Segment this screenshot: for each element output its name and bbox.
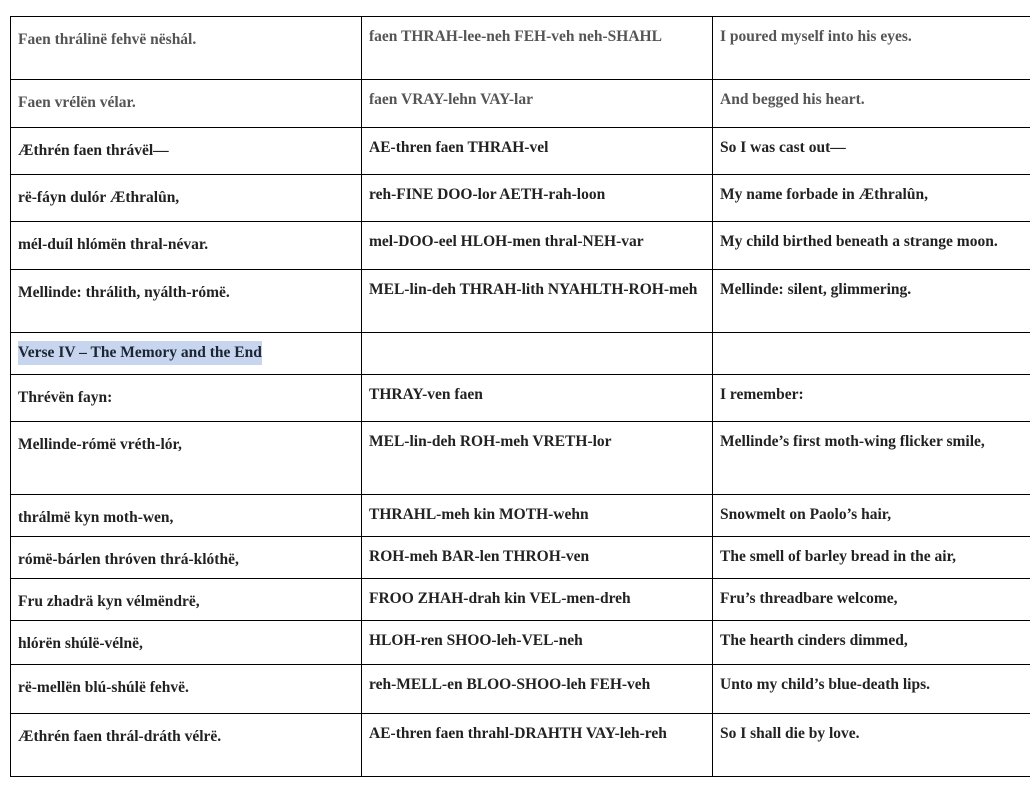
table-row xyxy=(11,665,1030,714)
source-cell: rómë-bárlen thróven thrá-klóthë, xyxy=(11,537,362,579)
pronunciation-cell: mel-DOO-eel HLOH-men thral-NEH-var xyxy=(362,222,713,270)
source-cell: hlórën shúlë-vélnë, xyxy=(11,621,362,665)
translation-cell: And begged his heart. xyxy=(713,80,1030,128)
table-row xyxy=(11,621,1030,665)
source-cell: rë-fáyn dulór Æthralûn, xyxy=(11,175,362,222)
translation-cell: My child birthed beneath a strange moon. xyxy=(713,222,1030,270)
pronunciation-cell: FROO ZHAH-drah kin VEL-men-dreh xyxy=(362,579,713,621)
table-row xyxy=(11,422,1030,495)
translation-cell: So I shall die by love. xyxy=(713,714,1030,777)
empty-cell xyxy=(362,333,713,375)
table-row xyxy=(11,80,1030,128)
table-row xyxy=(11,537,1030,579)
translation-cell: Unto my child’s blue-death lips. xyxy=(713,665,1030,714)
source-cell: thrálmë kyn moth-wen, xyxy=(11,495,362,537)
source-cell: Fru zhadrä kyn vélmëndrë, xyxy=(11,579,362,621)
translation-cell: Mellinde: silent, glimmering. xyxy=(713,270,1030,333)
table-row xyxy=(11,714,1030,777)
source-cell: Faen thrálinë fehvë nëshál. xyxy=(11,17,362,80)
translation-cell: Snowmelt on Paolo’s hair, xyxy=(713,495,1030,537)
source-cell: Æthrén faen thrávël— xyxy=(11,128,362,175)
translation-cell: So I was cast out— xyxy=(713,128,1030,175)
table-row xyxy=(11,579,1030,621)
pronunciation-cell: faen VRAY-lehn VAY-lar xyxy=(362,80,713,128)
table-row xyxy=(11,270,1030,333)
source-cell: rë-mellën blú-shúlë fehvë. xyxy=(11,665,362,714)
verse-heading-cell xyxy=(11,333,362,375)
pronunciation-cell: MEL-lin-deh ROH-meh VRETH-lor xyxy=(362,422,713,495)
source-cell: Mellinde: thrálith, nyálth-rómë. xyxy=(11,270,362,333)
pronunciation-cell: THRAHL-meh kin MOTH-wehn xyxy=(362,495,713,537)
empty-cell xyxy=(713,333,1030,375)
translation-cell: I remember: xyxy=(713,375,1030,422)
pronunciation-cell: reh-FINE DOO-lor AETH-rah-loon xyxy=(362,175,713,222)
pronunciation-cell: AE-thren faen thrahl-DRAHTH VAY-leh-reh xyxy=(362,714,713,777)
translation-cell: My name forbade in Æthralûn, xyxy=(713,175,1030,222)
source-cell: Thrévën fayn: xyxy=(11,375,362,422)
table-row xyxy=(11,222,1030,270)
pronunciation-cell: ROH-meh BAR-len THROH-ven xyxy=(362,537,713,579)
pronunciation-cell: reh-MELL-en BLOO-SHOO-leh FEH-veh xyxy=(362,665,713,714)
table-row xyxy=(11,375,1030,422)
pronunciation-cell: faen THRAH-lee-neh FEH-veh neh-SHAHL xyxy=(362,17,713,80)
table-row xyxy=(11,175,1030,222)
table-row xyxy=(11,17,1030,80)
verse-heading-highlight[interactable]: Verse IV – The Memory and the End xyxy=(18,341,262,365)
lyrics-table xyxy=(10,16,1030,777)
pronunciation-cell: THRAY-ven faen xyxy=(362,375,713,422)
translation-cell: The smell of barley bread in the air, xyxy=(713,537,1030,579)
translation-cell: Mellinde’s first moth-wing flicker smile, xyxy=(713,422,1030,495)
translation-cell: Fru’s threadbare welcome, xyxy=(713,579,1030,621)
pronunciation-cell: HLOH-ren SHOO-leh-VEL-neh xyxy=(362,621,713,665)
source-cell: Æthrén faen thrál-dráth vélrë. xyxy=(11,714,362,777)
pronunciation-cell: AE-thren faen THRAH-vel xyxy=(362,128,713,175)
source-cell: Faen vrélën vélar. xyxy=(11,80,362,128)
verse-heading-row xyxy=(11,333,1030,375)
table-row xyxy=(11,495,1030,537)
translation-cell: I poured myself into his eyes. xyxy=(713,17,1030,80)
source-cell: mél-duíl hlómën thral-névar. xyxy=(11,222,362,270)
pronunciation-cell: MEL-lin-deh THRAH-lith NYAHLTH-ROH-meh xyxy=(362,270,713,333)
translation-cell: The hearth cinders dimmed, xyxy=(713,621,1030,665)
table-row xyxy=(11,128,1030,175)
source-cell: Mellinde-rómë vréth-lór, xyxy=(11,422,362,495)
lyrics-table-body xyxy=(11,17,1030,777)
